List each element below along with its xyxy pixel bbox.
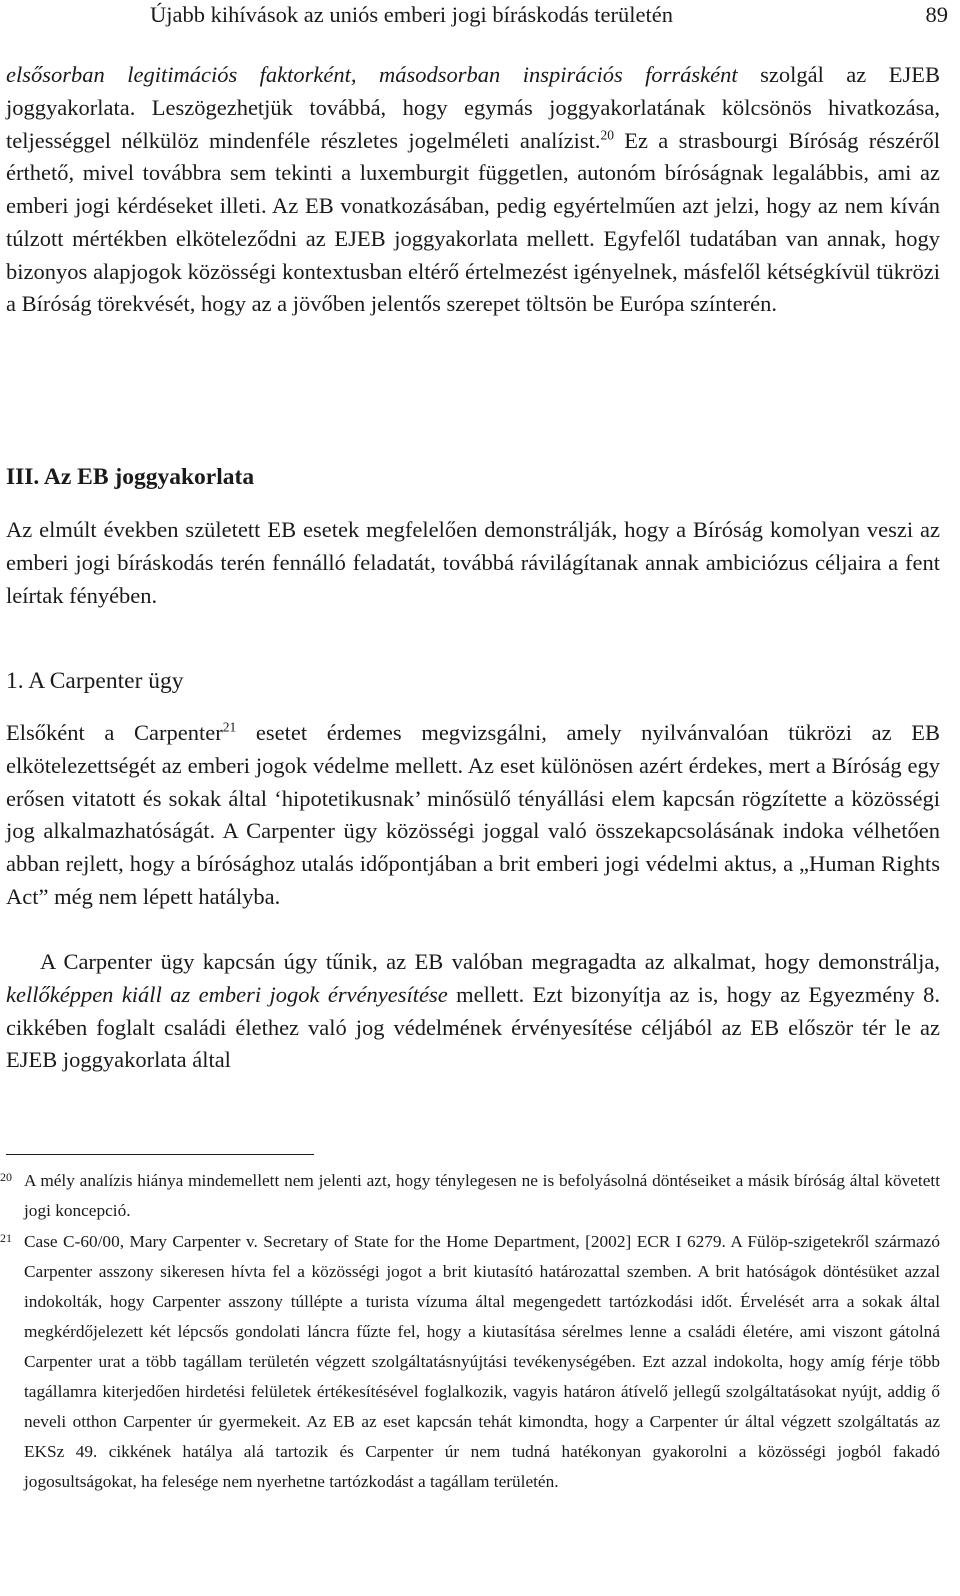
footnote-ref-21[interactable]: 21 bbox=[222, 719, 237, 735]
section-paragraph: Az elmúlt években született EB esetek megfelelően demonstrálják, hogy a Bíróság komolyan veszi az emberi jogi bíráskodás terén fennálló feladatát, továbbá rávilágítanak annak ambiciózus céljaira a fent leírtak fényében. bbox=[6, 517, 940, 608]
paragraph-text: Ez a strasbourgi Bíróság részéről érthető, mivel továbbra sem tekinti a luxemburgit független, autonóm bíróságnak legalábbis, ami az emberi jogi kérdéseket illeti. Az EB vonatkozásában, pedig egyértelműen azt jelzi, hogy az nem kíván túlzott mértékben elköteleződni az EJEB joggyakorlata mellett. Egyfelől tudatában van annak, hogy bizonyos alapjogok közösségi kontextusban eltérő értelmezést igényelnek, másfelől kétségkívül tükrözi a Bíróság törekvését, hogy az a jövőben jelentős szerepet töltsön be Európa színterén. bbox=[6, 127, 940, 317]
paragraph-carpenter-1 bbox=[6, 717, 940, 914]
paragraph-text: A Carpenter ügy kapcsán úgy tűnik, az EB valóban megragadta az alkalmat, hogy demonstrálja, bbox=[40, 949, 940, 974]
page-number: 89 bbox=[925, 2, 948, 27]
footnote-text: A mély analízis hiánya mindemellett nem jelenti azt, hogy ténylegesen ne is befolyásolná döntéseiket a másik bíróság által követett jogi koncepció. bbox=[24, 1171, 940, 1220]
footnote-ref-20[interactable]: 20 bbox=[600, 127, 614, 142]
emphasis-text: elsősorban legitimációs faktorként, másodsorban inspirációs forrásként bbox=[6, 62, 738, 87]
paragraph-text: Elsőként a Carpenter bbox=[6, 720, 223, 745]
footnote-text: Case C-60/00, Mary Carpenter v. Secretary of State for the Home Department, [2002] ECR I 6279. A Fülöp-szigetekről származó Carpenter asszony sikeresen hívta fel a közösségi jogot a brit kiutasító határozattal szemben. A brit hatóságok döntésüket azzal indokolták, hogy Carpenter asszony túllépte a turista vízuma által megengedett tartózkodási időt. Érvelését arra a sokak által megkérdőjelezett két lépcsős gondolati láncra fűzte fel, hogy a kiutasítása sérelmes lenne a családi életére, ami viszont gátolná Carpenter urat a több tagállam területén végzett szolgáltatásnyújtási tevékenységében. Ezt azzal indokolta, hogy amíg férje több tagállamra kiterjedően hirdetési felületek értékesítésével foglalkozik, vagyis határon átívelő jellegű szolgáltatásokat nyújt, addig ő neveli otthon Carpenter úr gyermekeit. Az EB az eset kapcsán tehát kimondta, hogy a Carpenter úr által végzett szolgáltatás az EKSz 49. cikkének hatálya alá tartozik és Carpenter úr nem tudná hatékonyan gyakorolni a közösségi jogból fakadó jogosultságokat, ha felesége nem nyerhetne tartózkodást a tagállam területén. bbox=[24, 1232, 940, 1491]
footnote-20 bbox=[0, 1166, 940, 1226]
paragraph-carpenter-2 bbox=[6, 946, 940, 1077]
paragraph-intro bbox=[6, 59, 940, 321]
section-heading: III. Az EB joggyakorlata bbox=[6, 464, 255, 490]
paragraph-text: mellett. Ezt bizonyítja az is, hogy az Egyezmény 8. cikkében foglalt családi élethez való jog védelmének érvényesítése céljából az EB először tér le az EJEB joggyakorlata által bbox=[6, 981, 940, 1073]
footnote-21 bbox=[0, 1227, 940, 1497]
running-header bbox=[150, 2, 948, 36]
paragraph-text: szolgál az EJEB joggyakorlata. Leszögezhetjük továbbá, hogy egymás joggyakorlatának kölcsönös hivatkozása, teljességgel nélkülöz mindenféle részletes jogelméleti analízist. bbox=[6, 62, 940, 153]
subsection-heading: 1. A Carpenter ügy bbox=[6, 668, 184, 694]
footnote-separator bbox=[6, 1154, 314, 1155]
emphasis-text: kellőképpen kiáll az emberi jogok érvényesítése bbox=[6, 981, 448, 1007]
footnote-marker: 20 bbox=[0, 1170, 12, 1184]
running-title: Újabb kihívások az uniós emberi jogi bíráskodás területén bbox=[150, 2, 673, 27]
footnote-marker: 21 bbox=[0, 1231, 12, 1245]
paragraph-text: esetet érdemes megvizsgálni, amely nyilvánvalóan tükrözi az EB elkötelezettségét az emberi jogok védelme mellett. Az eset különösen azért érdekes, mert a Bíróság egy erősen vitatott és sokak által ‘hipotetikusnak’ minősülő tényállási elem kapcsán rögzítette a közösségi jog alkalmazhatóságát. A Carpenter ügy közösségi joggal való összekapcsolásának indoka vélhetően abban rejlett, hogy a bírósághoz utalás időpontjában a brit emberi jogi védelmi aktus, a „Human Rights Act” még nem lépett hatályba. bbox=[6, 720, 940, 909]
